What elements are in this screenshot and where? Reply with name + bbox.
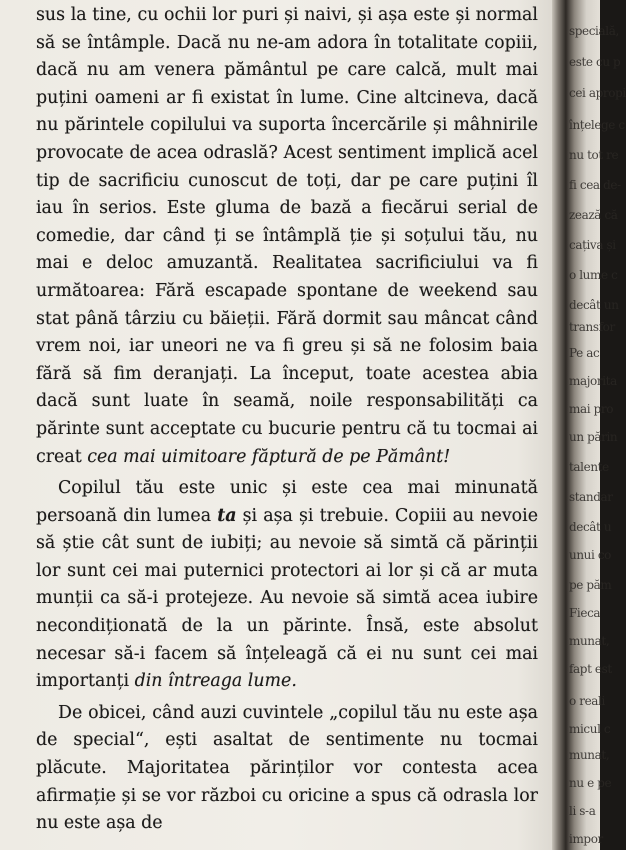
adjacent-page-fragment: pe păm: [569, 578, 612, 592]
text-segment: Copilul tău este unic și este cea mai minunată persoană din lumea: [36, 478, 538, 526]
adjacent-page-fragment: Pe ac: [569, 346, 600, 360]
adjacent-page-fragment: munat,: [569, 634, 610, 648]
adjacent-page-fragment: talente: [569, 460, 609, 474]
adjacent-page-fragment: nu e pe: [569, 776, 612, 790]
text-segment: din întreaga lume.: [134, 671, 297, 692]
adjacent-page-fragment: impor: [569, 832, 603, 846]
adjacent-page-fragment: un părin: [569, 430, 618, 444]
adjacent-page-fragment: decât un: [569, 298, 619, 312]
adjacent-page-fragment: nu tot re: [569, 148, 619, 162]
adjacent-page-fragment: majorita: [569, 374, 617, 388]
adjacent-page-fragment: este cu p: [569, 55, 621, 69]
adjacent-page-fragment: specială,: [569, 24, 619, 38]
adjacent-page-fragment: standar: [569, 490, 613, 504]
text-segment: sus la tine, cu ochii lor puri și naivi, și așa este și normal să se întâmple. Dacă nu ne-am adora în totalitate copiii, dacă nu am venera pământul pe care calcă, mult mai puțini oameni ar fi existat în lume. Cine altcineva, dacă nu părintele copilului va suporta încercările și mâhnirile provocate de acea odraslă? Acest sentiment implică acel tip de sacrificiu cunoscut de toți, dar pe care puțini îl iau în serios. Este gluma de bază a fiecărui serial de comedie, dar când ți se întâmplă ție și soțului tău, nu mai e deloc amuzantă. Realitatea sacrificiului va fi următoarea: Fără escapade spontane de weekend sau stat până târziu cu băieții. Fără dormit sau mâncat când vrem noi, iar uneori ne va fi greu și să ne folosim baia fără să fim deranjați. La început, toate acestea abia dacă sunt luate în seamă, noile responsabilități ca părinte sunt acceptate cu bucurie pentru că tu tocmai ai creat: [36, 5, 538, 467]
adjacent-page-fragment: unui co: [569, 548, 611, 562]
adjacent-page-edge: [566, 0, 626, 850]
adjacent-page-fragment: fi cea de-: [569, 178, 621, 192]
text-segment: cea mai uimitoare făptură de pe Pământ!: [87, 446, 451, 467]
adjacent-page-fragment: transfor: [569, 320, 615, 334]
paragraph: [36, 2, 538, 471]
adjacent-page-fragment: cei apropi: [569, 86, 626, 100]
text-segment: De obicei, când auzi cuvintele „copilul tău nu este așa de special“, ești asaltat de sentimente nu tocmai plăcute. Majoritatea părinților vor contesta acea afirmație și se vor război cu oricine a spus că odrasla lor nu este așa de: [36, 702, 538, 834]
text-segment: și așa și trebuie. Copiii au nevoie să știe cât sunt de iubiți; au nevoie să simtă că părinții lor sunt cei mai puternici protectori ai lor și că ar muta munții ca să-i protejeze. Au nevoie să simtă acea iubire necondiționată de la un părinte. Însă, este absolut necesar să-i facem să înțeleagă că ei nu sunt cei mai importanți: [36, 505, 538, 692]
adjacent-page-fragment: fapt est: [569, 662, 612, 676]
book-gutter: [552, 0, 566, 850]
text-segment: ta: [217, 505, 237, 526]
adjacent-page-fragment: micul c: [569, 722, 611, 736]
adjacent-page-fragment: înțelege c: [569, 118, 625, 132]
adjacent-page-fragment: Fieca: [569, 606, 601, 620]
adjacent-page-fragment: o reali: [569, 694, 605, 708]
adjacent-page-fragment: li s-a: [569, 804, 596, 818]
adjacent-page-fragment: o lume c: [569, 268, 618, 282]
paragraph: [36, 475, 538, 696]
page-body-text: [36, 2, 538, 838]
adjacent-page-fragment: munat,: [569, 748, 610, 762]
adjacent-page-fragment: zează că: [569, 208, 618, 222]
adjacent-page-fragment: decât u: [569, 520, 612, 534]
adjacent-page-fragment: cațiva și: [569, 238, 616, 252]
paragraph: [36, 700, 538, 838]
adjacent-page-fragment: mai pro: [569, 402, 614, 416]
